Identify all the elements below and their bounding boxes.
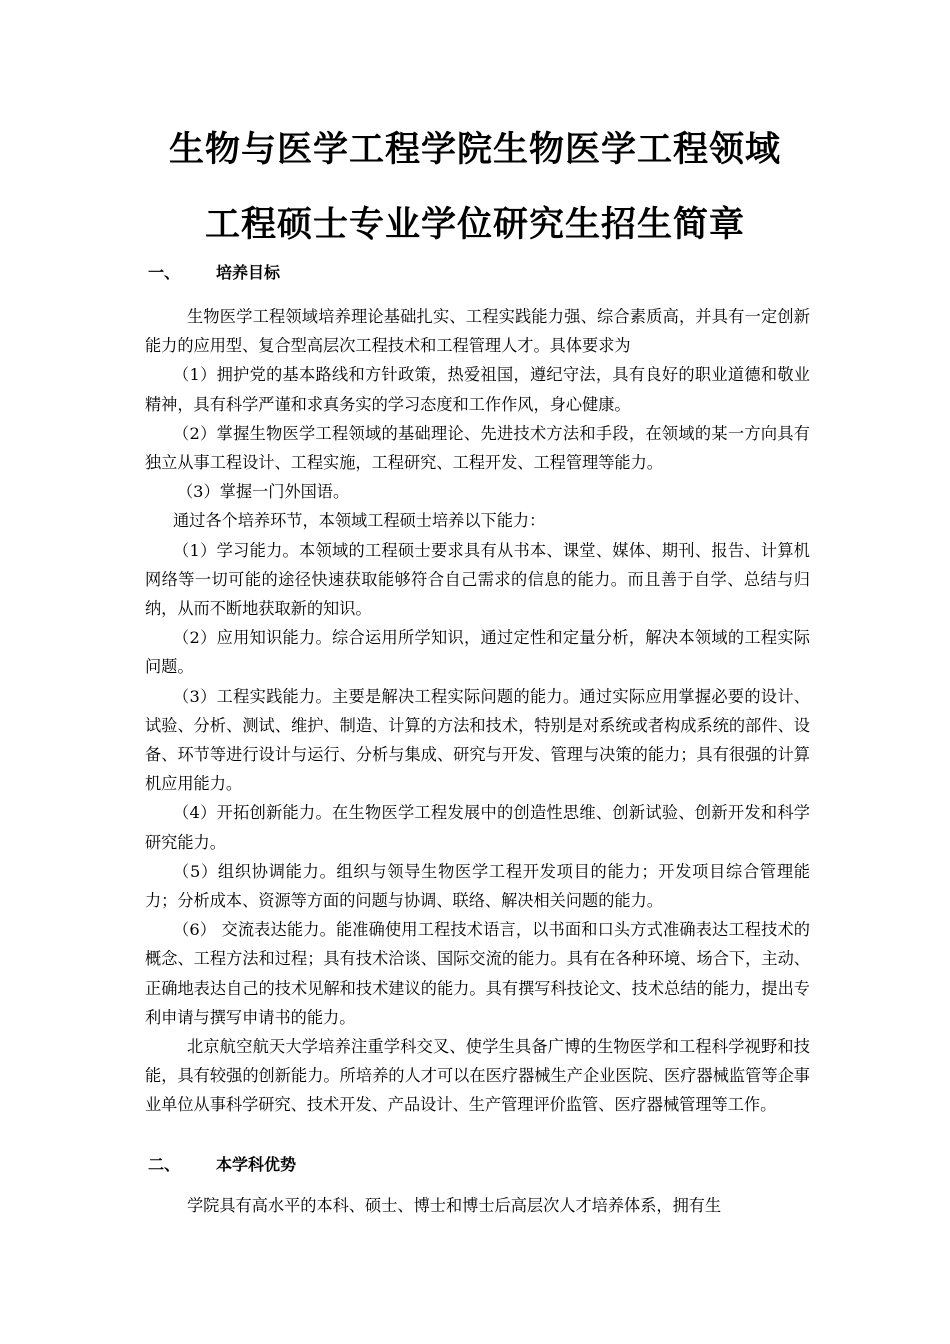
section2-heading-text: 本学科优势 bbox=[216, 1155, 297, 1174]
paragraph: （4）开拓创新能力。在生物医学工程发展中的创造性思维、创新试验、创新开发和科学研究能力。 bbox=[145, 803, 810, 852]
paragraph: （2）应用知识能力。综合运用所学知识，通过定性和定量分析，解决本领域的工程实际问题。 bbox=[145, 628, 810, 677]
section2-number: 二、 bbox=[148, 1155, 181, 1174]
paragraph: 学院具有高水平的本科、硕士、博士和博士后高层次人才培养体系，拥有生 bbox=[187, 1196, 722, 1215]
paragraph: （1）拥护党的基本路线和方针政策，热爱祖国，遵纪守法，具有良好的职业道德和敬业精神，具有科学严谨和求真务实的学习态度和工作作风，身心健康。 bbox=[145, 365, 810, 414]
paragraph: （5）组织协调能力。组织与领导生物医学工程开发项目的能力；开发项目综合管理能力；分析成本、资源等方面的问题与协调、联络、解决相关问题的能力。 bbox=[145, 861, 810, 911]
section1-number: 一、 bbox=[148, 263, 181, 282]
paragraph: （3）掌握一门外国语。 bbox=[177, 482, 350, 502]
section2-body bbox=[145, 1191, 810, 1220]
section1-body bbox=[145, 302, 810, 1120]
paragraph: （2）掌握生物医学工程领域的基础理论、先进技术方法和手段，在领域的某一方向具有独立从事工程设计、工程实施，工程研究、工程开发、工程管理等能力。 bbox=[145, 423, 810, 473]
section2-heading bbox=[148, 1154, 296, 1176]
paragraph: 通过各个培养环节，本领域工程硕士培养以下能力： bbox=[173, 511, 546, 531]
paragraph: （6） 交流表达能力。能准确使用工程技术语言，以书面和口头方式准确表达工程技术的概念、工程方法和过程；具有技术洽谈、国际交流的能力。具有在各种环境、场合下，主动、正确地表达自己的技术见解和技术建议的能力。具有撰写科技论文、技术总结的能力，提出专利申请与撰写申请书的能力。 bbox=[145, 920, 810, 1027]
paragraph: 北京航空航天大学培养注重学科交叉、使学生具备广博的生物医学和工程科学视野和技能，具有较强的创新能力。所培养的人才可以在医疗器械生产企业医院、医疗器械监管等企事业单位从事科学研究、技术开发、产品设计、生产管理评价监管、医疗器械管理等工作。 bbox=[145, 1037, 810, 1115]
document-title-line1: 生物与医学工程学院生物医学工程领域 bbox=[168, 130, 781, 170]
section1-heading-text: 培养目标 bbox=[216, 263, 281, 282]
paragraph: （1）学习能力。本领域的工程硕士要求具有从书本、课堂、媒体、期刊、报告、计算机网络等一切可能的途径快速获取能够符合自己需求的信息的能力。而且善于自学、总结与归纳，从而不断地获取新的知识。 bbox=[145, 540, 810, 619]
document-title-line2: 工程硕士专业学位研究生招生简章 bbox=[204, 205, 745, 245]
section1-heading bbox=[148, 262, 280, 284]
paragraph: 生物医学工程领域培养理论基础扎实、工程实践能力强、综合素质高，并具有一定创新能力的应用型、复合型高层次工程技术和工程管理人才。具体要求为 bbox=[145, 307, 810, 356]
paragraph: （3）工程实践能力。主要是解决工程实际问题的能力。通过实际应用掌握必要的设计、试验、分析、测试、维护、制造、计算的方法和技术，特别是对系统或者构成系统的部件、设备、环节等进行设计与运行、分析与集成、研究与开发、管理与决策的能力；具有很强的计算机应用能力。 bbox=[145, 686, 810, 794]
